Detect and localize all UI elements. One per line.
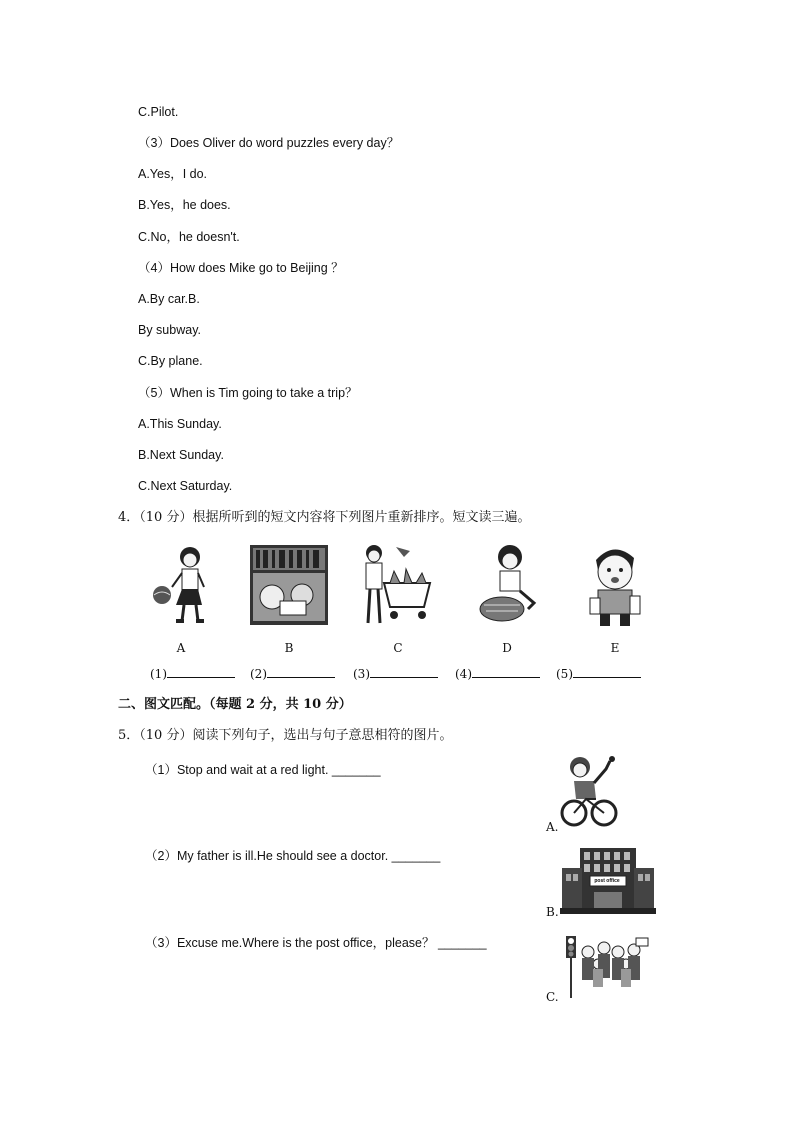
q3-line: （5）When is Tim going to take a trip？ — [138, 386, 358, 400]
option-label-b: B. — [546, 905, 559, 919]
blank-label: (1) — [150, 667, 167, 681]
blank-label: (3) — [353, 667, 370, 681]
answer-blank-1[interactable] — [150, 666, 235, 681]
q3-line: C.Pilot. — [138, 105, 179, 119]
q3-line: （4）How does Mike go to Beijing ？ — [138, 261, 344, 275]
shopping-cart-icon — [360, 543, 438, 627]
picture-label-a: A — [176, 641, 186, 655]
blank-label: (5) — [556, 667, 573, 681]
q5-heading: 5．（10 分）阅读下列句子，选出与句子意思相符的图片。 — [118, 728, 453, 743]
blank-label: (4) — [455, 667, 472, 681]
answer-blank-4[interactable] — [455, 666, 540, 681]
post-office-sign: post office — [594, 878, 620, 884]
q3-line: （3）Does Oliver do word puzzles every day？ — [138, 136, 400, 150]
picture-label-b: B — [284, 641, 294, 655]
q3-line: By subway. — [138, 323, 201, 337]
boy-with-ball-icon — [148, 543, 214, 627]
answer-blank-3[interactable] — [353, 666, 438, 681]
q3-line: A.By car.B. — [138, 292, 200, 306]
q3-line: C.No，he doesn't. — [138, 230, 240, 244]
answer-blank-5[interactable] — [556, 666, 641, 681]
blank-label: (2) — [250, 667, 267, 681]
picture-label-e: E — [610, 641, 620, 655]
section-heading: 二、图文匹配。（每题 2 分，共 10 分） — [118, 697, 352, 712]
boy-with-basket-icon — [478, 543, 538, 627]
q5-sentence-2: （2）My father is ill.He should see a doctor. _______ — [145, 849, 441, 863]
bookshelf-reading-icon — [250, 545, 328, 625]
q5-sentence-3: （3）Excuse me.Where is the post office，please？ _______ — [145, 936, 487, 950]
picture-label-c: C — [393, 641, 403, 655]
picture-label-d: D — [502, 641, 512, 655]
blank-line[interactable] — [370, 666, 438, 678]
option-label-c: C. — [546, 990, 559, 1004]
blank-line[interactable] — [472, 666, 540, 678]
blank-line[interactable] — [167, 666, 235, 678]
cyclist-icon — [560, 755, 618, 829]
q3-line: C.Next Saturday. — [138, 479, 233, 493]
answer-blank-2[interactable] — [250, 666, 335, 681]
q3-line: B.Next Sunday. — [138, 448, 224, 462]
q4-heading: 4．（10 分）根据所听到的短文内容将下列图片重新排序。短文读三遍。 — [118, 510, 531, 525]
q3-line: C.By plane. — [138, 354, 203, 368]
q5-sentence-1: （1）Stop and wait at a red light. _______ — [145, 763, 381, 777]
children-at-traffic-light-icon — [560, 934, 652, 1000]
q3-line: A.This Sunday. — [138, 417, 222, 431]
blank-line[interactable] — [573, 666, 641, 678]
q3-line: B.Yes，he does. — [138, 198, 231, 212]
blank-line[interactable] — [267, 666, 335, 678]
boy-eating-icon — [584, 540, 646, 630]
q3-line: A.Yes，I do. — [138, 167, 208, 181]
option-label-a: A. — [546, 820, 559, 834]
